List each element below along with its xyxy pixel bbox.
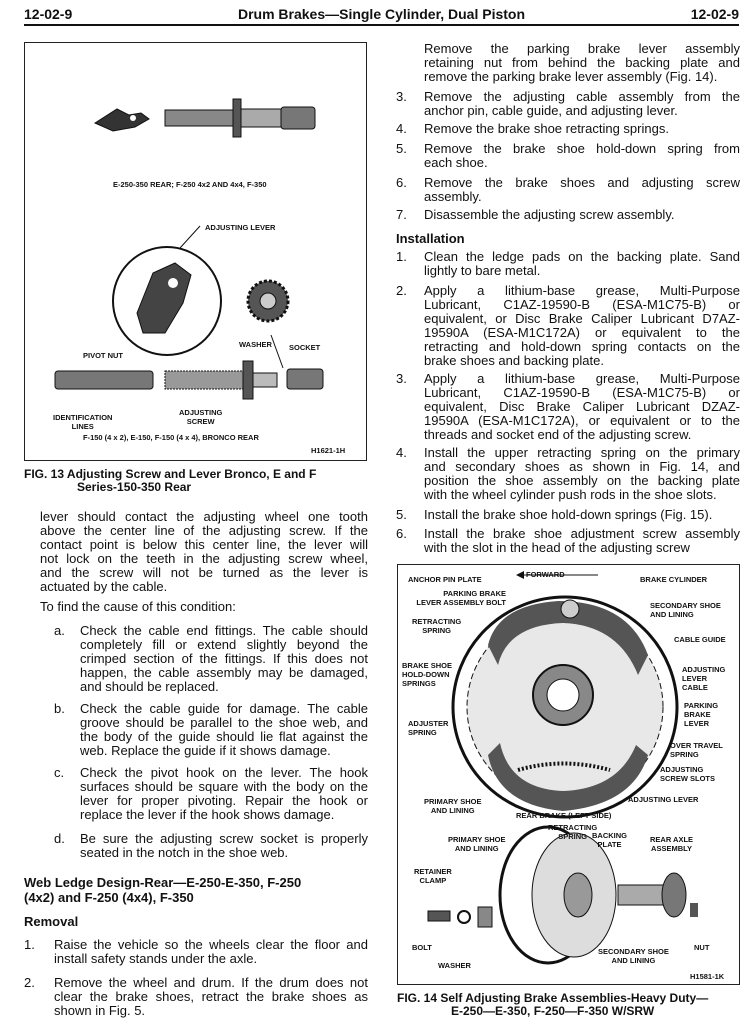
fig13-code: H1621-1H	[311, 446, 346, 455]
left-para-1	[40, 510, 368, 594]
list-number: 3.	[396, 371, 407, 386]
fig13-label-socket: SOCKET	[289, 343, 321, 352]
list-text	[424, 176, 740, 204]
list-number: d.	[54, 831, 65, 846]
fig14-retainer-clamp: RETAINER CLAMP	[414, 867, 452, 885]
fig14-adjusting-screw-slots: ADJUSTING SCREW SLOTS	[660, 765, 716, 783]
text-line: Remove the brake shoe retracting springs.	[424, 121, 669, 136]
text-line: crimped section of the fittings. If this does not	[80, 651, 368, 666]
fig13-caption: FIG. 13 Adjusting Screw and Lever Bronco, E and F Series-150-350 Rear	[24, 467, 317, 494]
text-line: with the wheel cylinder push rods in the shoe slots.	[424, 487, 717, 502]
fig13-label-top: E-250-350 REAR; F-250 4x2 AND 4x4, F-350	[113, 180, 267, 189]
list-text	[80, 702, 368, 758]
list-number: 2.	[24, 975, 35, 990]
fig14-holddown-springs: BRAKE SHOE HOLD-DOWN SPRINGS	[402, 661, 453, 688]
fig14-retracting-spring: RETRACTING SPRING	[412, 617, 462, 635]
text-line: Lubricant, C1AZ-19590-B (ESA-M1C75-B) or	[424, 297, 740, 312]
list-text	[80, 832, 368, 860]
fig14-parking-brake-bolt: PARKING BRAKE LEVER ASSEMBLY BOLT	[416, 589, 506, 607]
text-line: clear the brake shoes, retract the brake shoes as	[54, 989, 368, 1004]
fig14-backing-plate: BACKING PLATE	[592, 831, 627, 849]
fig14-rear-brake-left: REAR BRAKE (LEFT SIDE)	[516, 811, 612, 820]
list-text	[80, 624, 368, 694]
fig14-caption: FIG. 14 Self Adjusting Brake Assemblies-Heavy Duty— E-250—E-350, F-250—F-350 W/SRW	[397, 991, 709, 1018]
text-line: Apply a lithium-base grease, Multi-Purpose	[424, 283, 740, 298]
fig14-adjuster-spring: ADJUSTER SPRING	[408, 719, 449, 737]
text-line: Clean the ledge pads on the backing plate. Sand	[424, 249, 740, 264]
fig14-over-travel-spring: OVER TRAVEL SPRING	[670, 741, 723, 759]
fig14-adjusting-lever: ADJUSTING LEVER	[628, 795, 699, 804]
list-number: 1.	[396, 249, 407, 264]
text-line: Remove the parking brake lever assembly	[424, 41, 740, 56]
fig13-label-adjusting-lever: ADJUSTING LEVER	[205, 223, 276, 232]
list-number: 3.	[396, 89, 407, 104]
text-line: position the shoe assembly on the backing plate	[424, 473, 740, 488]
fig13-label-identification: IDENTIFICATION LINES	[53, 413, 113, 431]
text-line: Install the brake shoe hold-down springs (Fig. 15).	[424, 507, 713, 522]
list-number: c.	[54, 765, 65, 780]
text-line: Check the cable guide for damage. The cable	[80, 701, 368, 716]
text-line: Remove the brake shoes and adjusting screw	[424, 175, 740, 190]
text-line: lever should contact the adjusting wheel one tooth	[40, 509, 368, 524]
text-line: Check the cable end fittings. The cable should	[80, 623, 368, 638]
list-text	[424, 122, 740, 136]
text-line: assembly.	[424, 189, 482, 204]
fig14-brake-cylinder: BRAKE CYLINDER	[640, 575, 708, 584]
text-line: and secondary shoes as shown in Fig. 14, and	[424, 459, 740, 474]
removal-heading: Removal	[24, 914, 79, 929]
list-text	[424, 208, 740, 222]
fig14-forward: FORWARD	[526, 570, 565, 579]
fig13-label-washer: WASHER	[239, 340, 272, 349]
text-line: surfaces should be square with the body on the	[80, 779, 368, 794]
list-text	[424, 446, 740, 502]
text-line: actuated by the cable.	[40, 579, 168, 594]
text-line: anchor pin, cable guide, and adjusting lever.	[424, 103, 678, 118]
text-line: equivalent, or Disc Brake Caliper Lubricant D7AZ-	[424, 311, 740, 326]
text-line: each shoe.	[424, 155, 488, 170]
installation-heading: Installation	[396, 231, 465, 246]
fig14-anchor-pin-plate: ANCHOR PIN PLATE	[408, 575, 482, 584]
page-header	[24, 4, 739, 26]
list-number: 4.	[396, 445, 407, 460]
text-line: the body of the guide should lie flat against the	[80, 729, 368, 744]
text-line: retracting and hold-down spring contacts on the	[424, 339, 740, 354]
list-text	[424, 250, 740, 278]
right-continuation	[424, 42, 740, 84]
list-number: 5.	[396, 141, 407, 156]
list-number: 2.	[396, 283, 407, 298]
text-line: 19590A (ESA-M1C172A) or equivalent to the	[424, 325, 740, 340]
fig14-secondary-shoe: SECONDARY SHOE AND LINING	[650, 601, 721, 619]
fig14-secondary-shoe-b: SECONDARY SHOE AND LINING	[598, 947, 669, 965]
fig13-label-pivot-nut: PIVOT NUT	[83, 351, 124, 360]
text-line: 19590A (ESA-M1C172A), or equivalent or to the	[424, 413, 740, 428]
text-line: Be sure the adjusting screw socket is properly	[80, 831, 368, 846]
page-number-left: 12-02-9	[24, 6, 73, 22]
page-number-right: 12-02-9	[690, 6, 739, 22]
page-title: Drum Brakes—Single Cylinder, Dual Piston	[237, 6, 526, 22]
text-line: happen, the cable assembly may be damaged,	[80, 665, 368, 680]
fig14-rear-axle: REAR AXLE ASSEMBLY	[650, 835, 694, 853]
text-line: remove the parking brake lever assembly (Fig. 14).	[424, 69, 718, 84]
text-line: Apply a lithium-base grease, Multi-Purpose	[424, 371, 740, 386]
text-line: install safety stands under the axle.	[54, 951, 258, 966]
text-line: web. Replace the guide if it shows damage.	[80, 743, 331, 758]
text-line: Check the pivot hook on the lever. The hook	[80, 765, 368, 780]
list-text	[424, 284, 740, 368]
list-text	[54, 938, 368, 966]
list-text	[424, 142, 740, 170]
fig13-label-bottom: F-150 (4 x 2), E-150, F-150 (4 x 4), BRONCO REAR	[83, 433, 259, 442]
text-line: with the slot in the head of the adjusting screw	[424, 540, 690, 555]
list-text	[424, 527, 740, 555]
list-number: 7.	[396, 207, 407, 222]
list-number: 5.	[396, 507, 407, 522]
text-line: lightly to bare metal.	[424, 263, 541, 278]
left-para-2: To find the cause of this condition:	[40, 599, 236, 614]
list-text	[424, 508, 740, 522]
text-line: groove should be parallel to the shoe web, and	[80, 715, 368, 730]
text-line: Disassemble the adjusting screw assembly.	[424, 207, 675, 222]
text-line: brake shoes and backing plate.	[424, 353, 604, 368]
list-number: b.	[54, 701, 65, 716]
text-line: Raise the vehicle so the wheels clear the floor and	[54, 937, 368, 952]
fig14-cable-guide: CABLE GUIDE	[674, 635, 726, 644]
text-line: above the center line of the adjusting screw. If the	[40, 523, 368, 538]
text-line: contact point is below this center line, the lever will	[40, 537, 368, 552]
text-line: Remove the adjusting cable assembly from the	[424, 89, 740, 104]
text-line: Install the upper retracting spring on the primary	[424, 445, 740, 460]
fig14-adjusting-lever-cable: ADJUSTING LEVER CABLE	[682, 665, 726, 692]
text-line: and the screw will not be turned as the lever is	[40, 565, 368, 580]
text-line: seated in the notch in the shoe web.	[80, 845, 289, 860]
figure-13	[24, 42, 367, 461]
text-line: threads and socket end of the adjusting screw.	[424, 427, 692, 442]
text-line: retaining nut from behind the backing plate and	[424, 55, 740, 70]
text-line: lever for proper pivoting. Repair the hook or	[80, 793, 368, 808]
figure-13-drawing	[25, 43, 365, 459]
list-number: 6.	[396, 175, 407, 190]
web-ledge-heading: Web Ledge Design-Rear—E-250-E-350, F-250 (4x2) and F-250 (4x4), F-350	[24, 875, 302, 905]
text-line: Install the brake shoe adjustment screw assembly	[424, 526, 740, 541]
text-line: completely fill or extend slightly beyond the	[80, 637, 368, 652]
list-text	[80, 766, 368, 822]
text-line: equivalent, Disc Brake Caliper Lubricant DZAZ-	[424, 399, 740, 414]
text-line: Remove the brake shoe hold-down spring from	[424, 141, 740, 156]
list-number: 4.	[396, 121, 407, 136]
fig14-retracting-spring-b: RETRACTING SPRING	[548, 823, 598, 841]
text-line: replace the lever if the hook shows damage.	[80, 807, 335, 822]
fig14-primary-shoe: PRIMARY SHOE AND LINING	[424, 797, 482, 815]
text-line: Remove the wheel and drum. If the drum does not	[54, 975, 368, 990]
fig14-primary-shoe-b: PRIMARY SHOE AND LINING	[448, 835, 506, 853]
fig14-parking-brake-lever: PARKING BRAKE LEVER	[684, 701, 719, 728]
fig14-nut: NUT	[694, 943, 710, 952]
figure-14	[397, 564, 740, 985]
text-line: not lock on the teeth in the adjusting screw wheel,	[40, 551, 368, 566]
fig13-label-adjusting-screw: ADJUSTING SCREW	[179, 408, 223, 426]
list-text	[424, 90, 740, 118]
list-number: 6.	[396, 526, 407, 541]
fig14-code: H1581-1K	[690, 972, 725, 981]
text-line: and should be replaced.	[80, 679, 219, 694]
list-text	[54, 976, 368, 1018]
fig14-bolt: BOLT	[412, 943, 432, 952]
list-text	[424, 372, 740, 442]
list-number: 1.	[24, 937, 35, 952]
text-line: Lubricant, C1AZ-19590-B (ESA-M1C75-B) or	[424, 385, 740, 400]
text-line: shown in Fig. 5.	[54, 1003, 146, 1018]
list-number: a.	[54, 623, 65, 638]
fig14-washer: WASHER	[438, 961, 471, 970]
